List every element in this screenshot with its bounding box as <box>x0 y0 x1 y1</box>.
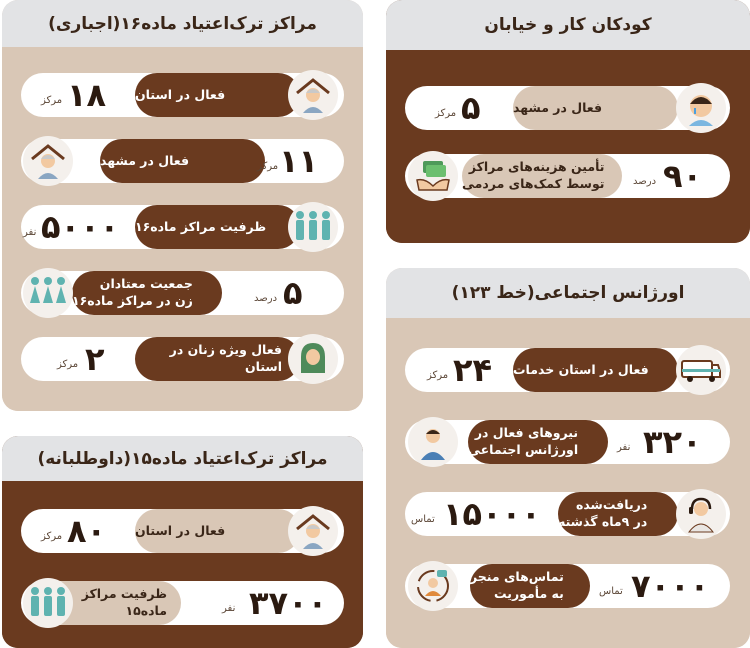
stat-unit: درصد <box>633 176 657 187</box>
card-body <box>386 50 750 243</box>
stat-label-line2: توسط کمک‌های مردمی <box>462 176 605 191</box>
stat-unit: مرکز <box>41 95 63 106</box>
card-header <box>2 0 363 47</box>
stat-label-line2: زن در مراکز ماده۱۶ <box>72 293 193 308</box>
stat-number: ۲۴ <box>453 351 493 389</box>
stat-unit: درصد <box>254 293 278 304</box>
stat-unit: مرکز <box>435 108 457 119</box>
stat-label-pill <box>558 492 678 536</box>
stat-label-pill <box>135 205 300 249</box>
card-body <box>386 318 750 648</box>
stat-label-line1: تأمین هزینه‌های مراکز <box>468 159 605 175</box>
stat-label-line1: نیروهای فعال در <box>474 425 579 441</box>
stat-label: فعال در مشهد <box>100 152 190 168</box>
stat-label-line1: جمعیت معتادان <box>99 276 193 292</box>
stat-unit: مرکز <box>57 359 79 370</box>
stat-number: ۵۰۰۰ <box>41 208 120 246</box>
people-group-icon <box>288 202 338 252</box>
stat-label-pill <box>100 139 265 183</box>
card-voluntary-centers <box>2 436 363 648</box>
stat-label: فعال در استان خدمات <box>513 361 649 377</box>
elderly-man-home-icon <box>23 136 73 186</box>
stat-unit: مرکز <box>257 161 279 172</box>
stat-label-line2: به مأموریت <box>494 586 564 601</box>
card-title: مراکز ترک‌اعتیاد ماده۱۶(اجباری) <box>48 13 317 34</box>
women-group-icon <box>23 268 73 318</box>
money-hands-icon <box>408 151 458 201</box>
stat-unit: تماس <box>599 586 623 597</box>
stat-label-line2: در ۹ماه گذشته <box>558 514 648 529</box>
stat-label-pill <box>135 73 300 117</box>
ambulance-van-icon <box>676 345 726 395</box>
stat-label: فعال در استان <box>135 86 226 102</box>
stat-unit: مرکز <box>427 370 449 381</box>
stat-label: ظرفیت مراکز ماده۱۶ <box>135 218 267 234</box>
stat-label-pill <box>462 154 622 198</box>
stat-number: ۱۸ <box>67 76 107 114</box>
stat-label-pill <box>470 564 590 608</box>
people-group-icon <box>23 578 73 628</box>
elderly-man-home-icon <box>288 506 338 556</box>
headset-operator-icon <box>676 489 726 539</box>
stat-label-pill <box>513 86 678 130</box>
card-title: مراکز ترک‌اعتیاد ماده۱۵(داوطلبانه) <box>37 448 328 469</box>
stat-number: ۷۰۰۰ <box>631 567 710 605</box>
stat-label-pill <box>72 271 222 315</box>
stat-unit: نفر <box>222 603 236 614</box>
card-mandatory-centers <box>2 0 363 411</box>
stat-number: ۸۰ <box>67 512 107 550</box>
card-header <box>386 268 750 318</box>
crying-child-icon <box>676 83 726 133</box>
card-title: اورژانس اجتماعی(خط ۱۲۳) <box>451 283 685 303</box>
stat-number: ۲ <box>85 340 105 378</box>
elderly-man-home-icon <box>288 70 338 120</box>
stat-number: ۵ <box>461 89 481 127</box>
card-body <box>2 481 363 648</box>
stat-label-line1: تماس‌های منجر <box>470 569 564 585</box>
stat-label: فعال در مشهد <box>513 99 603 115</box>
card-body <box>2 47 363 411</box>
hijab-woman-icon <box>288 334 338 384</box>
stat-unit: تماس <box>411 514 435 525</box>
card-header <box>2 436 363 481</box>
stat-label: فعال در استان <box>135 522 226 538</box>
stat-number: ۱۵۰۰۰ <box>443 495 541 533</box>
stat-number: ۵ <box>283 274 303 312</box>
stat-label-pill <box>135 509 300 553</box>
stat-number: ۹۰ <box>663 157 703 195</box>
card-social-emergency <box>386 268 750 648</box>
stat-label: ظرفیت مراکز ماده۱۵ <box>81 586 167 618</box>
stat-label-pill <box>513 348 678 392</box>
stat-number: ۳۲۰ <box>643 423 702 461</box>
staff-person-icon <box>408 417 458 467</box>
stat-label-line2: اورژانس اجتماعی <box>468 442 579 457</box>
stat-unit: نفر <box>23 227 37 238</box>
card-title: کودکان کار و خیابان <box>484 15 652 35</box>
stat-unit: مرکز <box>41 531 63 542</box>
card-header <box>386 0 750 50</box>
stat-number: ۱۱ <box>279 142 319 180</box>
stat-label: فعال ویژه زنان در استان <box>169 342 282 374</box>
stat-label-line1: دریافت‌شده <box>575 497 648 513</box>
stat-label-pill <box>135 337 300 381</box>
stat-label-pill <box>468 420 608 464</box>
stat-unit: نفر <box>617 442 631 453</box>
card-street-children <box>386 0 750 243</box>
stat-number: ۳۷۰۰ <box>249 584 328 622</box>
phone-call-icon <box>408 561 458 611</box>
